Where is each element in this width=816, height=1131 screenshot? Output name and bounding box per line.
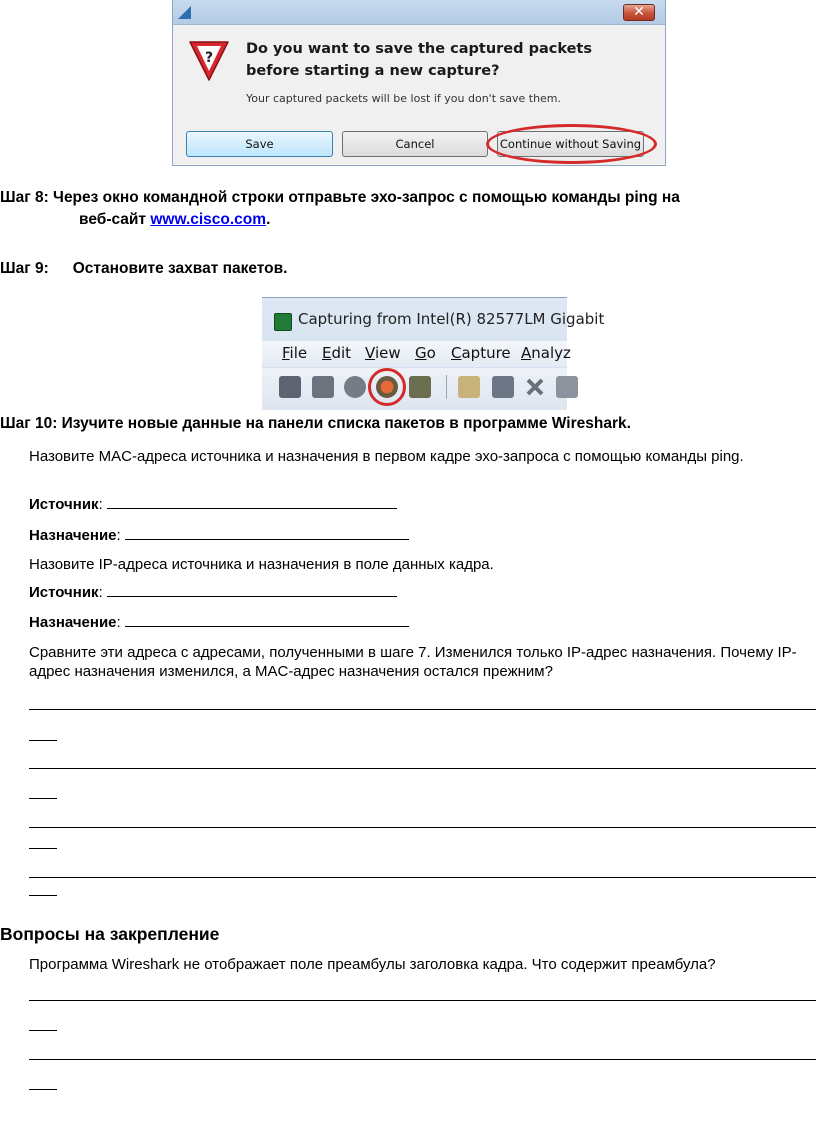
step-8 <box>0 187 680 231</box>
options-icon[interactable] <box>312 376 334 398</box>
reload-icon[interactable] <box>556 376 578 398</box>
start-capture-icon[interactable] <box>344 376 366 398</box>
wireshark-title <box>272 310 604 328</box>
step-9 <box>0 258 287 280</box>
answer-line[interactable] <box>29 768 816 769</box>
colon: : <box>116 614 121 631</box>
step-8-line2 <box>0 209 680 231</box>
answer-line[interactable] <box>29 709 816 710</box>
cancel-button[interactable]: Cancel <box>342 131 488 157</box>
dialog-heading <box>246 38 646 82</box>
mac-source-label: Источник <box>29 496 99 513</box>
answer-line-stub <box>29 848 57 849</box>
mac-source-row <box>29 495 809 514</box>
answer-line-stub <box>29 740 57 741</box>
step-8-line1: Шаг 8: Через окно командной строки отправьте эхо-запрос с помощью команды ping на <box>0 189 680 206</box>
step-9-label: Шаг 9: <box>0 260 49 277</box>
mac-dest-label: Назначение <box>29 527 117 544</box>
menu-capture[interactable]: Capture <box>451 344 511 362</box>
wireshark-fin-icon <box>177 4 193 20</box>
dialog-titlebar <box>173 0 665 25</box>
save-button[interactable]: Save <box>186 131 333 157</box>
toolbar-separator <box>446 375 447 399</box>
question-compare: Сравните эти адреса с адресами, полученными в шаге 7. Изменился только IP-адрес назначения. Почему IP-адрес назначения изменился, а MAC-адрес назначения остался прежним? <box>29 644 797 680</box>
menu-view[interactable]: View <box>365 344 401 362</box>
menu-edit[interactable]: Edit <box>322 344 352 362</box>
wireshark-menubar <box>262 341 571 367</box>
ip-source-row <box>29 583 809 602</box>
review-title: Вопросы на закрепление <box>0 924 220 944</box>
ip-source-field[interactable] <box>107 584 397 597</box>
continue-without-saving-button[interactable]: Continue without Saving <box>497 131 644 157</box>
ip-dest-field[interactable] <box>125 614 409 627</box>
answer-line-stub <box>29 895 57 896</box>
colon: : <box>98 496 103 513</box>
question-mac: Назовите MAC-адреса источника и назначения в первом кадре эхо-запроса с помощью команды ping. <box>29 448 744 465</box>
colon: : <box>116 527 121 544</box>
restart-capture-icon[interactable] <box>409 376 431 398</box>
question-shield-icon <box>187 38 231 82</box>
colon: : <box>98 584 103 601</box>
answer-line[interactable] <box>29 1000 816 1001</box>
close-icon: ✕ <box>633 3 645 19</box>
wireshark-title-text: Capturing from Intel(R) 82577LM Gigabit <box>298 310 605 328</box>
step-10-title: Шаг 10: Изучите новые данные на панели списка пакетов в программе Wireshark. <box>0 415 631 432</box>
wireshark-window-crop <box>262 297 605 409</box>
mac-source-field[interactable] <box>107 496 397 509</box>
step-9-text: Остановите захват пакетов. <box>72 260 288 277</box>
svg-text:?: ? <box>204 50 214 66</box>
step-8-line2-text: веб-сайт <box>79 211 151 228</box>
answer-line-stub <box>29 1030 57 1031</box>
question-preamble: Программа Wireshark не отображает поле преамбулы заголовка кадра. Что содержит преамбула? <box>29 956 716 973</box>
ip-source-label: Источник <box>29 584 99 601</box>
question-ip: Назовите IP-адреса источника и назначения в поле данных кадра. <box>29 556 494 573</box>
answer-line[interactable] <box>29 877 816 878</box>
mac-dest-row <box>29 526 809 545</box>
highlight-oval <box>486 124 657 164</box>
interfaces-icon[interactable] <box>279 376 301 398</box>
answer-line-stub <box>29 798 57 799</box>
close-button[interactable] <box>623 4 655 21</box>
answer-line[interactable] <box>29 1059 816 1060</box>
ip-dest-row <box>29 613 809 632</box>
ip-dest-label: Назначение <box>29 614 117 631</box>
open-folder-icon[interactable] <box>458 376 480 398</box>
highlight-circle <box>368 368 406 406</box>
save-icon[interactable] <box>492 376 514 398</box>
answer-line-stub <box>29 1089 57 1090</box>
step-8-period: . <box>266 211 271 228</box>
cisco-link[interactable]: www.cisco.com <box>150 211 267 228</box>
menu-analyze[interactable]: Analyz <box>521 344 571 362</box>
save-captured-packets-dialog <box>172 0 666 166</box>
dialog-heading-line1: Do you want to save the captured packets <box>246 41 592 57</box>
close-x-icon[interactable] <box>524 376 546 398</box>
menu-go[interactable]: Go <box>415 344 436 362</box>
menu-file[interactable]: File <box>282 344 308 362</box>
answer-line[interactable] <box>29 827 816 828</box>
dialog-subtext: Your captured packets will be lost if you don't save them. <box>246 92 562 105</box>
mac-dest-field[interactable] <box>125 527 409 540</box>
dialog-heading-line2: before starting a new capture? <box>246 63 500 79</box>
wireshark-toolbar <box>262 368 567 410</box>
